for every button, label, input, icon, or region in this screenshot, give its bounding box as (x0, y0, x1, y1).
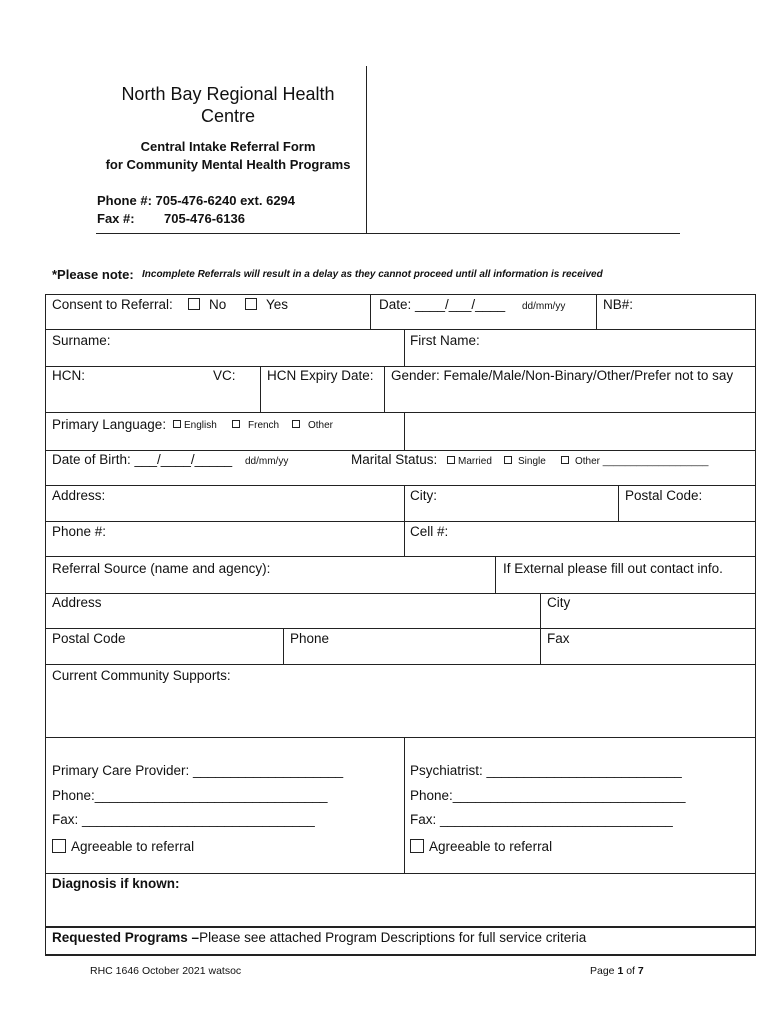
date-label: Date: ____/___/____ (379, 297, 506, 312)
ref-phone-label: Phone (290, 631, 330, 646)
checkbox-icon[interactable] (561, 456, 569, 464)
psych-phone-label[interactable]: Phone:_______________________________ (410, 788, 686, 803)
cell-label: Cell #: (410, 524, 449, 539)
consent-yes[interactable]: Yes (245, 297, 288, 312)
ref-city-label: City (547, 595, 571, 610)
header-underline (96, 233, 680, 234)
pcp-phone-label[interactable]: Phone:_______________________________ (52, 788, 328, 803)
header-fax-value: 705-476-6136 (164, 211, 245, 226)
ref-address-cell[interactable] (45, 593, 541, 629)
org-name-line2: Centre (200, 106, 256, 126)
ref-fax-label: Fax (547, 631, 570, 646)
vc-label: VC: (213, 368, 236, 383)
note-text: Incomplete Referrals will result in a delay as they cannot proceed until all information is received (142, 269, 603, 280)
community-supports-label: Current Community Supports: (52, 668, 231, 683)
checkbox-icon[interactable] (292, 420, 300, 428)
checkbox-icon[interactable] (173, 420, 181, 428)
marital-married[interactable]: Married (447, 456, 492, 467)
lang-english[interactable]: English (173, 420, 217, 431)
ref-city-cell[interactable] (540, 593, 756, 629)
note-label: *Please note: (52, 267, 134, 282)
language-label: Primary Language: (52, 417, 167, 432)
dob-format: dd/mm/yy (245, 456, 289, 467)
checkbox-icon[interactable] (447, 456, 455, 464)
pcp-fax-label[interactable]: Fax: _______________________________ (52, 812, 315, 827)
postal-code-label: Postal Code: (625, 488, 703, 503)
pcp-agreeable[interactable]: Agreeable to referral (52, 839, 194, 854)
header-divider (366, 66, 367, 233)
first-name-label: First Name: (410, 333, 480, 348)
marital-single[interactable]: Single (504, 456, 546, 467)
lang-french[interactable]: French (232, 420, 279, 431)
form-title-line1: Central Intake Referral Form (140, 139, 316, 154)
marital-other[interactable]: Other ___________________ (561, 456, 708, 467)
pcp-label[interactable]: Primary Care Provider: ____________________ (52, 763, 344, 778)
referral-source-label: Referral Source (name and agency): (52, 561, 271, 576)
gender-label: Gender: Female/Male/Non-Binary/Other/Prefer not to say (391, 368, 734, 383)
consent-no[interactable]: No (188, 297, 226, 312)
phone-label: Phone #: (52, 524, 107, 539)
lang-other[interactable]: Other (292, 420, 333, 431)
hcn-expiry-label: HCN Expiry Date: (267, 368, 374, 383)
hcn-label: HCN: (52, 368, 85, 383)
ref-postal-label: Postal Code (52, 631, 126, 646)
checkbox-icon[interactable] (504, 456, 512, 464)
org-name-line1: North Bay Regional Health (121, 84, 335, 104)
checkbox-icon[interactable] (245, 298, 257, 310)
consent-label: Consent to Referral: (52, 297, 173, 312)
nb-label: NB#: (603, 297, 634, 312)
dob-label: Date of Birth: ___/____/_____ (52, 452, 233, 467)
checkbox-icon[interactable] (232, 420, 240, 428)
ref-address-label: Address (52, 595, 102, 610)
checkbox-icon[interactable] (410, 839, 424, 853)
header-fax-label: Fax #: (97, 211, 135, 226)
form-title-line2: for Community Mental Health Programs (105, 157, 351, 172)
language-blank-cell (404, 412, 756, 451)
cell-phone-cell[interactable] (404, 521, 756, 557)
header-phone: Phone #: 705-476-6240 ext. 6294 (97, 193, 296, 208)
psych-fax-label[interactable]: Fax: _______________________________ (410, 812, 673, 827)
date-format: dd/mm/yy (522, 301, 566, 312)
city-label: City: (410, 488, 437, 503)
footer-form-code: RHC 1646 October 2021 watsoc (90, 965, 242, 977)
marital-label: Marital Status: (351, 452, 438, 467)
psych-agreeable[interactable]: Agreeable to referral (410, 839, 552, 854)
ref-fax-cell[interactable] (540, 628, 756, 665)
checkbox-icon[interactable] (188, 298, 200, 310)
psych-label[interactable]: Psychiatrist: __________________________ (410, 763, 682, 778)
diagnosis-label: Diagnosis if known: (52, 876, 180, 891)
requested-programs-label: Requested Programs –Please see attached Program Descriptions for full service criteria (52, 930, 587, 945)
external-label: If External please fill out contact info. (503, 561, 723, 576)
address-label: Address: (52, 488, 106, 503)
surname-label: Surname: (52, 333, 111, 348)
checkbox-icon[interactable] (52, 839, 66, 853)
footer-page-number: Page 1 of 7 (590, 965, 644, 977)
